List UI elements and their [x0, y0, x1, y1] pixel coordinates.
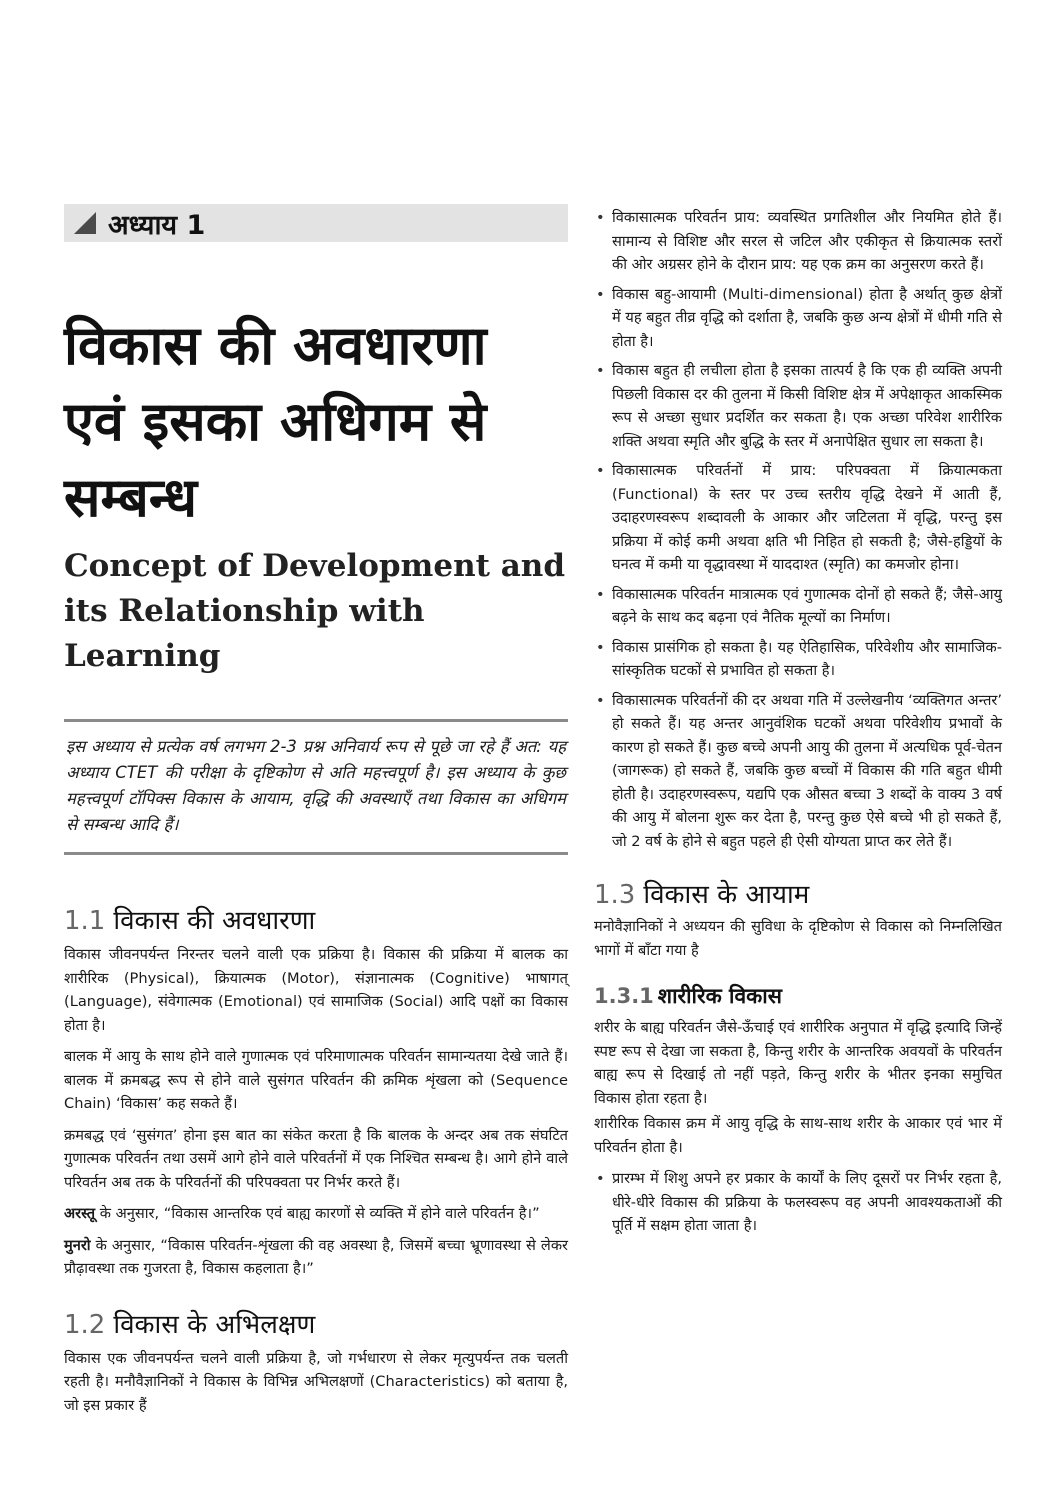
- quote-text: के अनुसार, “विकास आन्तरिक एवं बाह्य कारणों से व्यक्ति में होने वाले परिवर्तन है।”: [95, 1205, 540, 1222]
- chapter-title-english: [64, 544, 568, 679]
- intro-text: इस अध्याय से प्रत्येक वर्ष लगभग 2-3 प्रश्न अनिवार्य रूप से पूछे जा रहे हैं अत: यह अध्याय CTET की परीक्षा के दृष्टिकोण से अति महत्त्वपूर्ण है। इस अध्याय के कुछ महत्त्वपूर्ण टॉपिक्स विकास के आयाम, वृद्धि की अवस्थाएँ तथा विकास का अधिगम से सम्बन्ध आदि हैं।: [66, 737, 566, 834]
- section-number: 1.1: [64, 906, 106, 936]
- section-number: 1.3.1: [594, 984, 654, 1008]
- chapter-intro-box: [64, 719, 568, 855]
- paragraph: बालक में आयु के साथ होने वाले गुणात्मक एवं परिमाणात्मक परिवर्तन सामान्यतया देखे जाते हैं। बालक में क्रमबद्ध रूप से होने वाले सुसंगत परिवर्तन की क्रमिक शृंखला को (Sequence Chain) ‘विकास’ कह सकते हैं।: [64, 1048, 568, 1112]
- quote-text: के अनुसार, “विकास परिवर्तन-शृंखला की वह अवस्था है, जिसमें बच्चा भ्रूणावस्था से लेकर प्रौढ़ावस्था तक गुजरता है, विकास कहलाता है।”: [64, 1236, 568, 1277]
- list-item: • विकासात्मक परिवर्तन मात्रात्मक एवं गुणात्मक दोनों हो सकते हैं; जैसे-आयु बढ़ने के साथ कद बढ़ना एवं नैतिक मूल्यों का निर्माण।: [594, 583, 1002, 630]
- section-title: विकास के अभिलक्षण: [113, 1309, 316, 1340]
- quote-aristotle: [64, 1202, 568, 1226]
- paragraph: क्रमबद्ध एवं ‘सुसंगत’ होना इस बात का संकेत करता है कि बालक के अन्दर अब तक संघटित गुणात्मक परिवर्तन तथा उसमें आगे होने वाले परिवर्तनों में एक निश्चित सम्बन्ध है। आगे होने वाले परिवर्तन अब तक के परिवर्तनों की परिपक्वता पर निर्भर करते हैं।: [64, 1126, 568, 1191]
- characteristics-list: [594, 206, 1002, 853]
- chapter-label: अध्याय 1: [108, 209, 206, 241]
- paragraph: शरीर के बाह्य परिवर्तन जैसे-ऊँचाई एवं शारीरिक अनुपात में वृद्धि इत्यादि जिन्हें स्पष्ट रूप से देखा जा सकता है, किन्तु शरीर के आन्तरिक अवयवों के परिवर्तन बाह्य रूप से दिखाई तो नहीं पड़ते, किन्तु शरीर के भीतर इनका समुचित विकास होता रहता है।: [594, 1019, 1002, 1107]
- list-item: • विकास प्रासंगिक हो सकता है। यह ऐतिहासिक, परिवेशीय और सामाजिक-सांस्कृतिक घटकों से प्रभावित हो सकता है।: [594, 636, 1002, 683]
- list-item: • विकासात्मक परिवर्तन प्राय: व्यवस्थित प्रगतिशील और नियमित होते हैं। सामान्य से विशिष्ट और सरल से जटिल और एकीकृत से क्रियात्मक स्तरों की ओर अग्रसर होने के दौरान प्राय: यह एक क्रम का अनुसरण करते हैं।: [594, 206, 1002, 277]
- quote-munro: [64, 1234, 568, 1281]
- list-item: • प्रारम्भ में शिशु अपने हर प्रकार के कार्यों के लिए दूसरों पर निर्भर रहता है, धीरे-धीरे विकास की प्रक्रिया के फलस्वरूप वह अपनी आवश्यकताओं की पूर्ति में सक्षम होता जाता है।: [594, 1167, 1002, 1238]
- left-column: [64, 200, 568, 1417]
- paragraph: मनोवैज्ञानिकों ने अध्ययन की सुविधा के दृष्टिकोण से विकास को निम्नलिखित भागों में बाँटा गया है: [594, 918, 1002, 959]
- title-line: विकास की अवधारणा: [64, 314, 487, 377]
- list-item: • विकासात्मक परिवर्तनों में प्राय: परिपक्वता में क्रियात्मकता (Functional) के स्तर पर उच्च स्तरीय वृद्धि देखने में आती हैं, उदाहरणस्वरूप शब्दावली के आकार और जटिलता में वृद्धि, परन्तु इस प्रक्रिया में कोई कमी अथवा क्षति भी निहित हो सकती है; जैसे-हड्डियों के घनत्व में कमी या वृद्धावस्था में याददाश्त (स्मृति) का कमजोर होना।: [594, 459, 1002, 577]
- paragraph: विकास जीवनपर्यन्त निरन्तर चलने वाली एक प्रक्रिया है। विकास की प्रक्रिया में बालक का शारीरिक (Physical), क्रियात्मक (Motor), संज्ञानात्मक (Cognitive) भाषागत् (Language), संवेगात्मक (Emotional) एवं सामाजिक (Social) आदि पक्षों का विकास होता है।: [64, 946, 568, 1034]
- section-title: शारीरिक विकास: [657, 984, 782, 1008]
- title-line: सम्बन्ध: [64, 466, 198, 529]
- list-item: • विकास बहु-आयामी (Multi-dimensional) होता है अर्थात् कुछ क्षेत्रों में यह बहुत तीव्र वृद्धि को दर्शाता है, जबकि कुछ अन्य क्षेत्रों में धीमी गति से होता है।: [594, 283, 1002, 354]
- title-line: एवं इसका अधिगम से: [64, 390, 487, 453]
- paragraph: शारीरिक विकास क्रम में आयु वृद्धि के साथ-साथ शरीर के आकार एवं भार में परिवर्तन होता है।: [594, 1115, 1002, 1156]
- list-item: • विकासात्मक परिवर्तनों की दर अथवा गति में उल्लेखनीय ‘व्यक्तिगत अन्तर’ हो सकते हैं। यह अन्तर आनुवंशिक घटकों अथवा परिवेशीय प्रभावों के कारण हो सकते हैं। कुछ बच्चे अपनी आयु की तुलना में अत्यधिक पूर्व-चेतन (जागरूक) हो सकते हैं, जबकि कुछ बच्चों में विकास की गति बहुत धीमी होती है। उदाहरणस्वरूप, यद्यपि एक औसत बच्चा 3 शब्दों के वाक्य 3 वर्ष की आयु में बोलना शुरू कर देता है, परन्तु कुछ ऐसे बच्चे भी हो सकते हैं, जो 2 वर्ष के होने से बहुत पहले ही ऐसी योग्यता प्राप्त कर लेते हैं।: [594, 689, 1002, 854]
- triangle-marker-icon: [74, 212, 96, 234]
- chapter-banner: [64, 204, 568, 242]
- quote-author: मुनरो: [64, 1236, 91, 1254]
- section-title: विकास की अवधारणा: [113, 906, 316, 936]
- chapter-title-hindi: [64, 308, 568, 536]
- physical-development-list: [594, 1167, 1002, 1238]
- paragraph: विकास एक जीवनपर्यन्त चलने वाली प्रक्रिया है, जो गर्भधारण से लेकर मृत्युपर्यन्त तक चलती रहती है। मनौवैज्ञानिकों ने विकास के विभिन्न अभिलक्षणों (Characteristics) को बताया है, जो इस प्रकार हैं: [64, 1349, 568, 1414]
- quote-author: अरस्तू: [64, 1205, 96, 1222]
- section-title: विकास के आयाम: [643, 880, 810, 910]
- section-heading-1-2: [64, 1305, 568, 1341]
- section-heading-1-1: [64, 901, 568, 937]
- title-line: its Relationship with Learning: [64, 593, 425, 674]
- subsection-heading-1-3-1: [594, 982, 1002, 1010]
- section-number: 1.3: [594, 880, 636, 910]
- list-item: • विकास बहुत ही लचीला होता है इसका तात्पर्य है कि एक ही व्यक्ति अपनी पिछली विकास दर की तुलना में किसी विशिष्ट क्षेत्र में अपेक्षाकृत आकस्मिक रूप से अच्छा सुधार प्रदर्शित कर सकता है। एक अच्छा परिवेश शारीरिक शक्ति अथवा स्मृति और बुद्धि के स्तर में अनापेक्षित सुधार ला सकता है।: [594, 359, 1002, 453]
- right-column: [594, 206, 1002, 1244]
- section-heading-1-3: [594, 875, 1002, 911]
- section-number: 1.2: [64, 1309, 106, 1340]
- title-line: Concept of Development and: [64, 548, 566, 584]
